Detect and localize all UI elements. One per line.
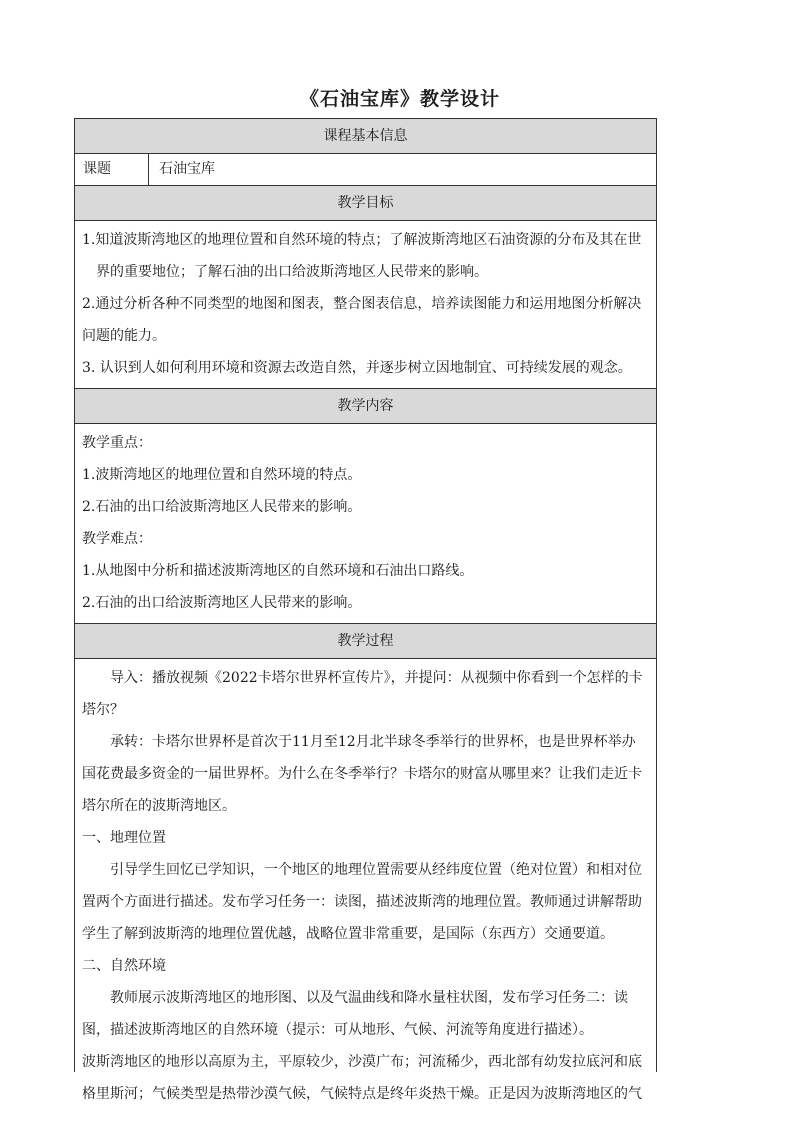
goal-item: 1.知道波斯湾地区的地理位置和自然环境的特点；了解波斯湾地区石油资源的分布及其在世界的重要地位；了解石油的出口给波斯湾地区人民带来的影响。 [82,232,642,280]
key-point-item: 1.波斯湾地区的地理位置和自然环境的特点。 [82,467,362,483]
topic-value: 石油宝库 [159,161,215,177]
section-header-basic-info: 课程基本信息 [75,119,656,154]
key-points-heading: 教学重点： [82,435,152,451]
process-heading-location: 一、地理位置 [82,830,166,846]
process-cell [75,659,656,1114]
section-header-content: 教学内容 [75,389,656,424]
topic-label: 课题 [75,154,149,185]
process-intro: 导入：播放视频《2022卡塔尔世界杯宣传片》，并提问：从视频中你看到一个怎样的卡塔尔？ [82,670,643,718]
difficult-point-item: 2.石油的出口给波斯湾地区人民带来的影响。 [82,595,362,611]
process-heading-environment: 二、自然环境 [82,958,166,974]
process-paragraph: 引导学生回忆已学知识，一个地区的地理位置需要从经纬度位置（绝对位置）和相对位置两个方面进行描述。发布学习任务一：读图，描述波斯湾的地理位置。教师通过讲解帮助学生了解到波斯湾的地理位置优越，战略位置非常重要，是国际（东西方）交通要道。 [82,862,642,942]
lesson-plan-table [74,118,657,1102]
process-transition: 承转：卡塔尔世界杯是首次于11月至12月北半球冬季举行的世界杯，也是世界杯举办国花费最多资金的一届世界杯。为什么在冬季举行？卡塔尔的财富从哪里来？让我们走近卡塔尔所在的波斯湾地区。 [82,734,642,814]
content-cell [75,424,656,624]
difficult-points-heading: 教学难点： [82,531,152,547]
goal-item: 2.通过分析各种不同类型的地图和图表，整合图表信息，培养读图能力和运用地图分析解决问题的能力。 [82,296,642,344]
process-paragraph: 波斯湾地区的地形以高原为主，平原较少，沙漠广布；河流稀少，西北部有幼发拉底河和底格里斯河；气候类型是热带沙漠气候，气候特点是终年炎热干燥。正是因为波斯湾地区的气 [82,1054,642,1102]
document-title: 《石油宝库》教学设计 [299,88,500,110]
goals-cell [75,221,656,389]
key-point-item: 2.石油的出口给波斯湾地区人民带来的影响。 [82,499,362,515]
section-header-goals: 教学目标 [75,186,656,221]
process-paragraph: 教师展示波斯湾地区的地形图、以及气温曲线和降水量柱状图，发布学习任务二：读图，描述波斯湾地区的自然环境（提示：可从地形、气候、河流等角度进行描述）。 [82,990,628,1038]
goal-item: 3. 认识到人如何利用环境和资源去改造自然，并逐步树立因地制宜、可持续发展的观念。 [82,360,632,376]
difficult-point-item: 1.从地图中分析和描述波斯湾地区的自然环境和石油出口路线。 [82,563,474,579]
topic-row [75,154,656,186]
section-header-process: 教学过程 [75,624,656,659]
